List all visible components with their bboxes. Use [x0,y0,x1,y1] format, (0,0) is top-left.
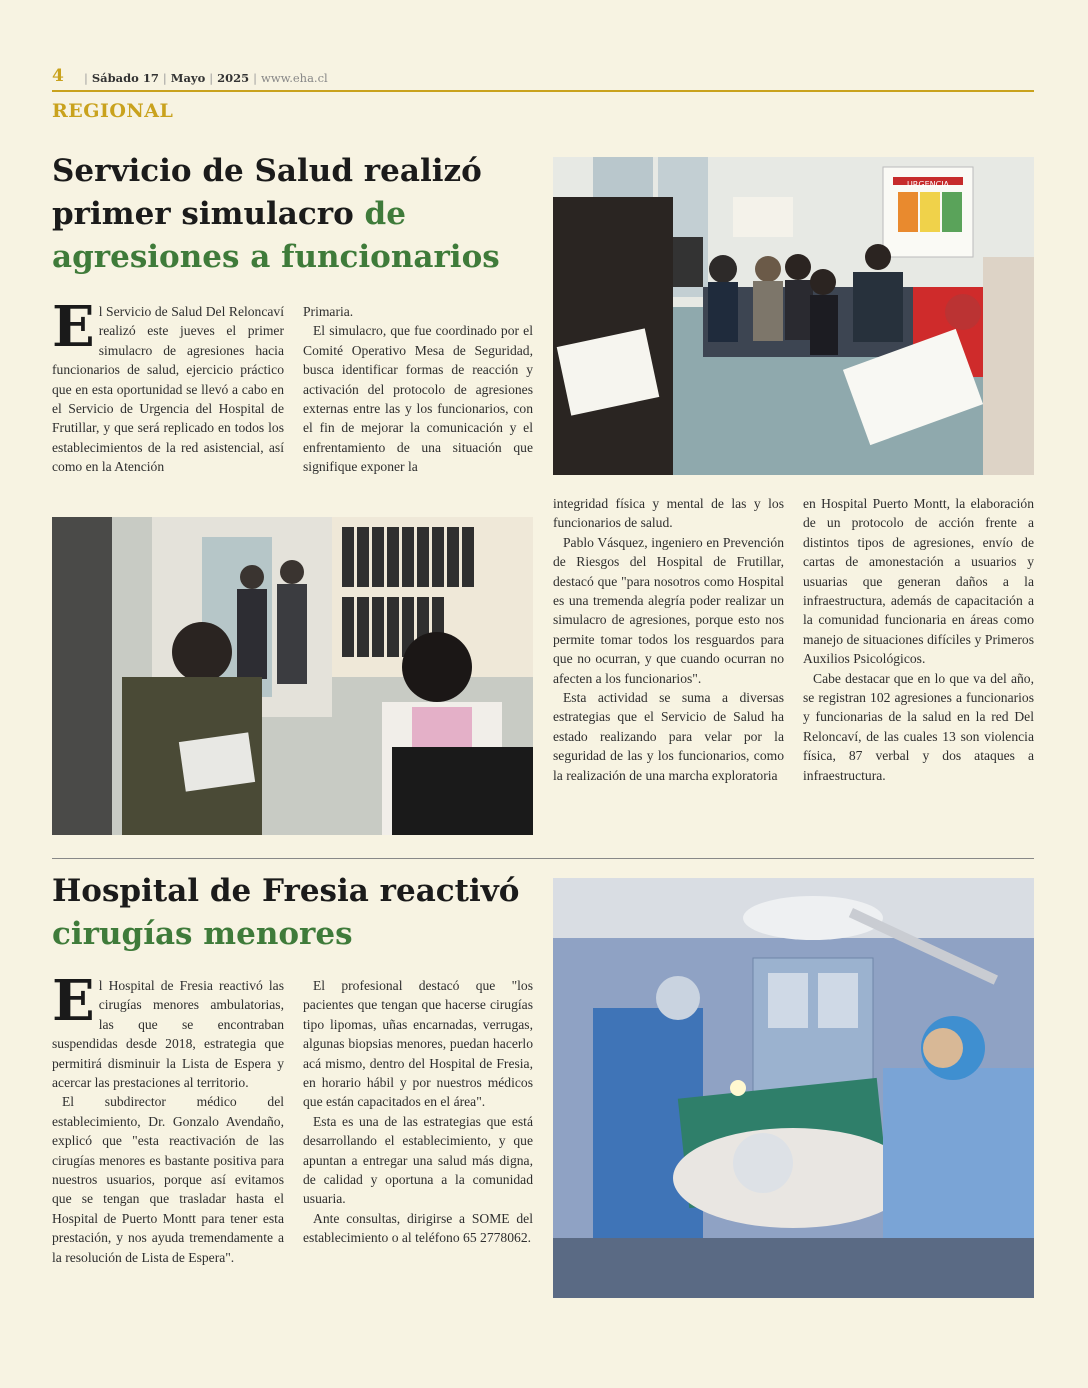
article1-col3-p1: integridad física y mental de las y los funcionarios de salud. [553,496,784,531]
article-divider [52,858,1034,859]
page-number: 4 [52,66,64,86]
article1-photo-office [52,517,533,835]
article2-title-main: Hospital de Fresia reactivó [52,873,520,909]
article1-column-2 [303,302,533,498]
article1-title-green: de agresiones a funcionarios [52,196,500,275]
surgery-photo-icon [553,878,1034,1298]
header-month: Mayo [170,71,206,85]
article2-photo-surgery [553,878,1034,1298]
header-dateline: | Sábado 17 | Mayo | 2025 | www.eha.cl [84,71,328,85]
article1-dropcap: E [52,294,95,360]
article1-col4-p2: Cabe destacar que en lo que va del año, se registran 102 agresiones a funcionarios y funcionarias de la salud en la red Del Reloncaví, de las cuales 13 son violencia física, 87 verbal y dos ataques a infraestructura. [803,670,1034,783]
header-rule [52,90,1034,92]
article1-photo-waiting-room [553,157,1034,475]
article1-col2-p2: El simulacro, que fue coordinado por el Comité Operativo Mesa de Seguridad, busca identificar formas de reacción y activación del protocolo de agresiones externas entre las y los funcionarios, con el fin de mejorar la comunicación y el enfrentamiento de una situación que signifique exponer la [303,323,533,475]
office-photo-icon [52,517,533,835]
article2-dropcap: E [52,968,95,1034]
article1-col4-p1: en Hospital Puerto Montt, la elaboración de un protocolo de acción frente a distintos tipos de agresiones, envío de cartas de amonestación a usuarios y usuarias que generan daños a la infraestructura, además de capacitación a la comunidad funcionaria en áreas como manejo de situaciones difíciles y Primeros Auxilios Psicológicos. [803,496,1034,667]
article1-column-3 [553,494,784,839]
waiting-room-photo-icon [553,157,1034,475]
article1-col1-p1: l Servicio de Salud Del Reloncaví realizó este jueves el primer simulacro de agresiones hacia funcionarios de salud, ejercicio práctico que en esta oportunidad se llevó a cabo en el Servicio de Urgencia del Hospital de Frutillar, y que será replicado en todos los establecimientos de la red asistencial, así como en la Atención [52,304,284,475]
urgencia-sign: URGENCIA [906,180,950,189]
article2-col1-p2: El subdirector médico del establecimiento, Dr. Gonzalo Avendaño, explicó que "esta reactivación de las cirugías menores es bastante positiva para nuestros usuarios, porque así evitamos que se tengan que trasladar hasta el Hospital de Puerto Montt para tener esta prestación, y nos ayuda tremendamente a la resolución de Lista de Espera". [52,1094,284,1265]
section-label: REGIONAL [52,100,174,122]
article2-column-2 [303,976,533,1336]
article2-col2-p1: El profesional destacó que "los pacientes que tengan que hacerse cirugías tipo lipomas, uñas encarnadas, verrugas, algunas biopsias menores, puedan hacerlo acá mismo, dentro del Hospital de Fresia, en horario hábil y por nuestros médicos que están capacitados en el área". [303,978,533,1110]
article2-col2-p3: Ante consultas, dirigirse a SOME del establecimiento o al teléfono 65 2778062. [303,1210,533,1246]
article2-title-green: cirugías menores [52,916,353,952]
article2-column-1 [52,968,284,1336]
article2-col2-p2: Esta es una de las estrategias que está desarrollando el establecimiento, y que apuntan a entregar una salud más digna, de calidad y oportuna a la comunidad usuaria. [303,1113,533,1207]
article1-column-4 [803,494,1034,839]
article2-col1-p1: l Hospital de Fresia reactivó las cirugías menores ambulatorias, las que se encontraban suspendidas desde 2018, estrategia que permitirá disminuir la Lista de Espera y acercar las prestaciones al territorio. [52,978,284,1091]
header-day: Sábado 17 [91,71,159,85]
article1-col3-p2: Pablo Vásquez, ingeniero en Prevención de Riesgos del Hospital de Frutillar, destacó que "para nosotros como Hospital es una tremenda alegría poder realizar un simulacro de agresiones, porque esto nos permite tomar todos los resguardos para que no ocurran, y que cuando ocurran no afecten a los funcionarios". [553,534,784,686]
header-year: 2025 [217,71,250,85]
article1-column-1 [52,294,284,498]
article2-title [52,870,542,956]
article1-title-main: Servicio de Salud realizó primer simulacro [52,153,482,232]
article1-title [52,150,542,279]
header-url[interactable]: www.eha.cl [261,71,328,85]
article1-col3-p3: Esta actividad se suma a diversas estrategias que el Servicio de Salud ha estado realizando para velar por la seguridad de las y los funcionarios, como la realización de una marcha exploratoria [553,690,784,783]
page-header [52,66,1034,92]
article1-col2-p1: Primaria. [303,304,354,319]
